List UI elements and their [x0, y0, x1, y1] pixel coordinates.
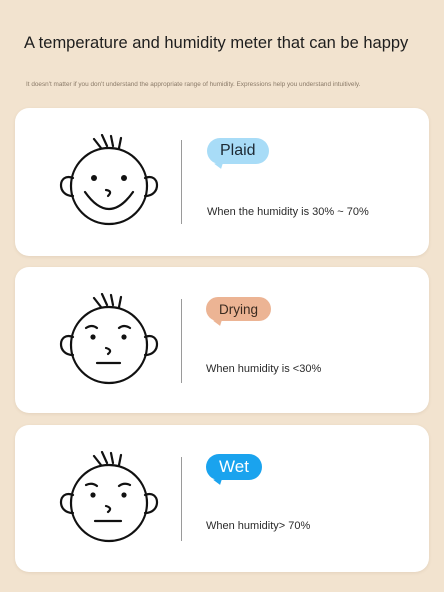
divider [181, 299, 182, 383]
status-badge-label: Plaid [220, 142, 256, 159]
page-subtitle: It doesn't matter if you don't understand the appropriate range of humidity. Expressions help you understand intuitively. [26, 81, 361, 88]
divider [181, 140, 182, 224]
page-title: A temperature and humidity meter that can be happy [24, 34, 409, 52]
humidity-card-drying [15, 267, 429, 413]
humidity-card-comfortable [15, 108, 429, 256]
status-badge-wet [206, 454, 262, 480]
speech-tail [213, 318, 225, 328]
humidity-range-text: When the humidity is 30% ~ 70% [207, 206, 369, 218]
humidity-range-text: When humidity is <30% [206, 363, 322, 375]
status-badge-label: Drying [219, 301, 259, 317]
speech-tail [213, 477, 225, 487]
smiling-face-icon [53, 134, 165, 238]
humidity-range-text: When humidity> 70% [206, 520, 311, 532]
status-badge-drying [206, 297, 271, 321]
uneasy-face-icon [53, 451, 165, 555]
neutral-face-icon [53, 293, 165, 397]
status-badge-comfortable [207, 138, 269, 164]
speech-tail [214, 161, 226, 171]
humidity-card-wet [15, 425, 429, 572]
divider [181, 457, 182, 541]
status-badge-label: Wet [219, 457, 249, 476]
